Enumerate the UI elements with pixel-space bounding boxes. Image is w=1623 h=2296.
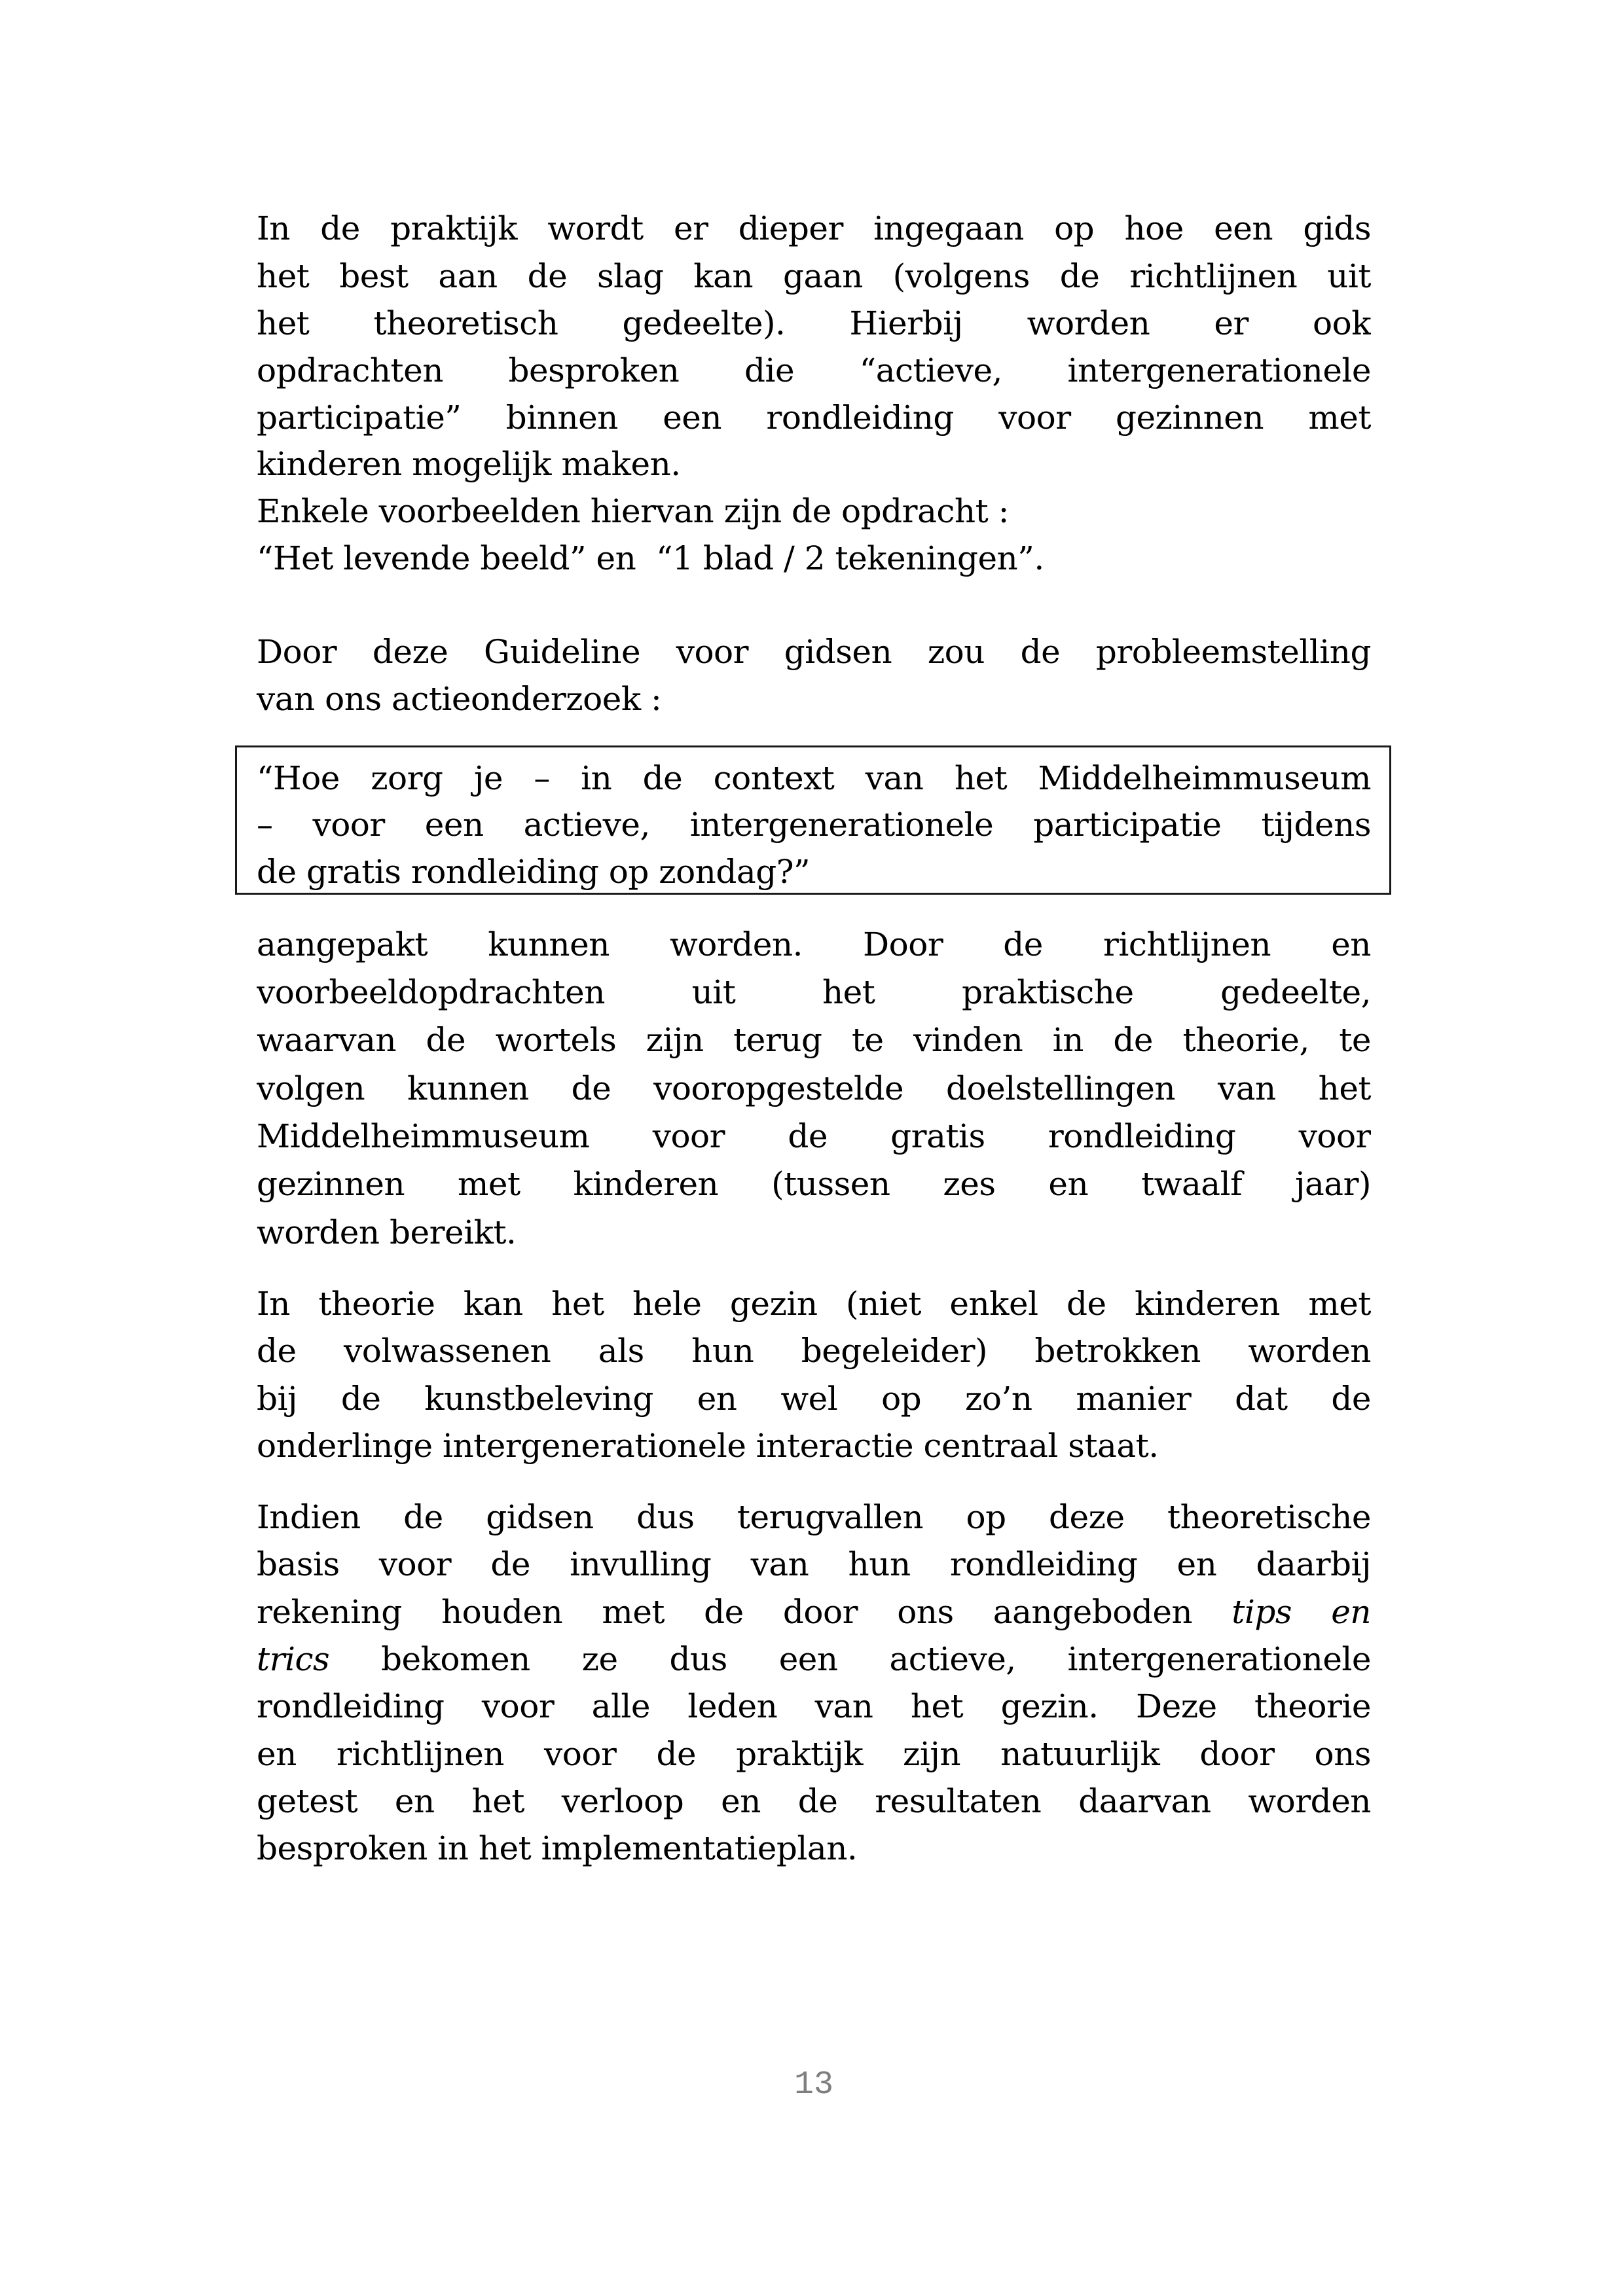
text-line: basis voor de invulling van hun rondleiding en daarbij <box>257 1545 1371 1583</box>
text-line: getest en het verloop en de resultaten daarvan worden <box>257 1782 1371 1820</box>
text-line: onderlinge intergenerationele interactie centraal staat. <box>257 1427 1159 1465</box>
text-line: Middelheimmuseum voor de gratis rondleiding voor <box>257 1117 1371 1155</box>
text-line: worden bereikt. <box>257 1213 517 1251</box>
text-line: – voor een actieve, intergenerationele participatie tijdens <box>257 806 1371 844</box>
text-line: bij de kunstbeleving en wel op zo’n manier dat de <box>257 1380 1371 1418</box>
text-line: Enkele voorbeelden hiervan zijn de opdracht : <box>257 492 1009 530</box>
text-line: de gratis rondleiding op zondag?” <box>257 853 811 891</box>
text-line: rondleiding voor alle leden van het gezin. Deze theorie <box>257 1687 1371 1725</box>
text-line: In theorie kan het hele gezin (niet enkel de kinderen met <box>257 1285 1371 1323</box>
text-line: het best aan de slag kan gaan (volgens de richtlijnen uit <box>257 257 1371 295</box>
page-number: 13 <box>793 2066 833 2104</box>
italic-term-trics: trics <box>257 1640 330 1678</box>
text-line: opdrachten besproken die “actieve, intergenerationele <box>257 351 1371 389</box>
text-line: “Het levende beeld” en “1 blad / 2 tekeningen”. <box>257 539 1044 577</box>
text-line: In de praktijk wordt er dieper ingegaan op hoe een gids <box>257 209 1371 247</box>
text-line <box>257 1588 1371 1636</box>
italic-term-tips-en: tips en <box>1231 1593 1371 1631</box>
text-line <box>257 1636 1371 1683</box>
text-line: voorbeeldopdrachten uit het praktische gedeelte, <box>257 973 1371 1011</box>
text-line: gezinnen met kinderen (tussen zes en twaalf jaar) <box>257 1165 1371 1203</box>
text-line: Indien de gidsen dus terugvallen op deze theoretische <box>257 1498 1371 1536</box>
text-line: waarvan de wortels zijn terug te vinden in de theorie, te <box>257 1021 1371 1059</box>
text-line: aangepakt kunnen worden. Door de richtlijnen en <box>257 925 1371 963</box>
text-line: kinderen mogelijk maken. <box>257 445 681 483</box>
text-line: participatie” binnen een rondleiding voor gezinnen met <box>257 399 1371 437</box>
text-line: Door deze Guideline voor gidsen zou de probleemstelling <box>257 633 1371 671</box>
text-segment: bekomen ze dus een actieve, intergenerationele <box>329 1640 1371 1678</box>
text-line: volgen kunnen de vooropgestelde doelstellingen van het <box>257 1069 1371 1107</box>
text-line: van ons actieonderzoek : <box>257 680 662 718</box>
text-line: en richtlijnen voor de praktijk zijn natuurlijk door ons <box>257 1735 1371 1773</box>
text-line: het theoretisch gedeelte). Hierbij worden er ook <box>257 304 1371 342</box>
text-line: “Hoe zorg je – in de context van het Middelheimmuseum <box>257 759 1371 797</box>
text-line: besproken in het implementatieplan. <box>257 1829 858 1867</box>
text-segment: rekening houden met de door ons aangeboden <box>257 1593 1232 1631</box>
text-line: de volwassenen als hun begeleider) betrokken worden <box>257 1332 1371 1370</box>
